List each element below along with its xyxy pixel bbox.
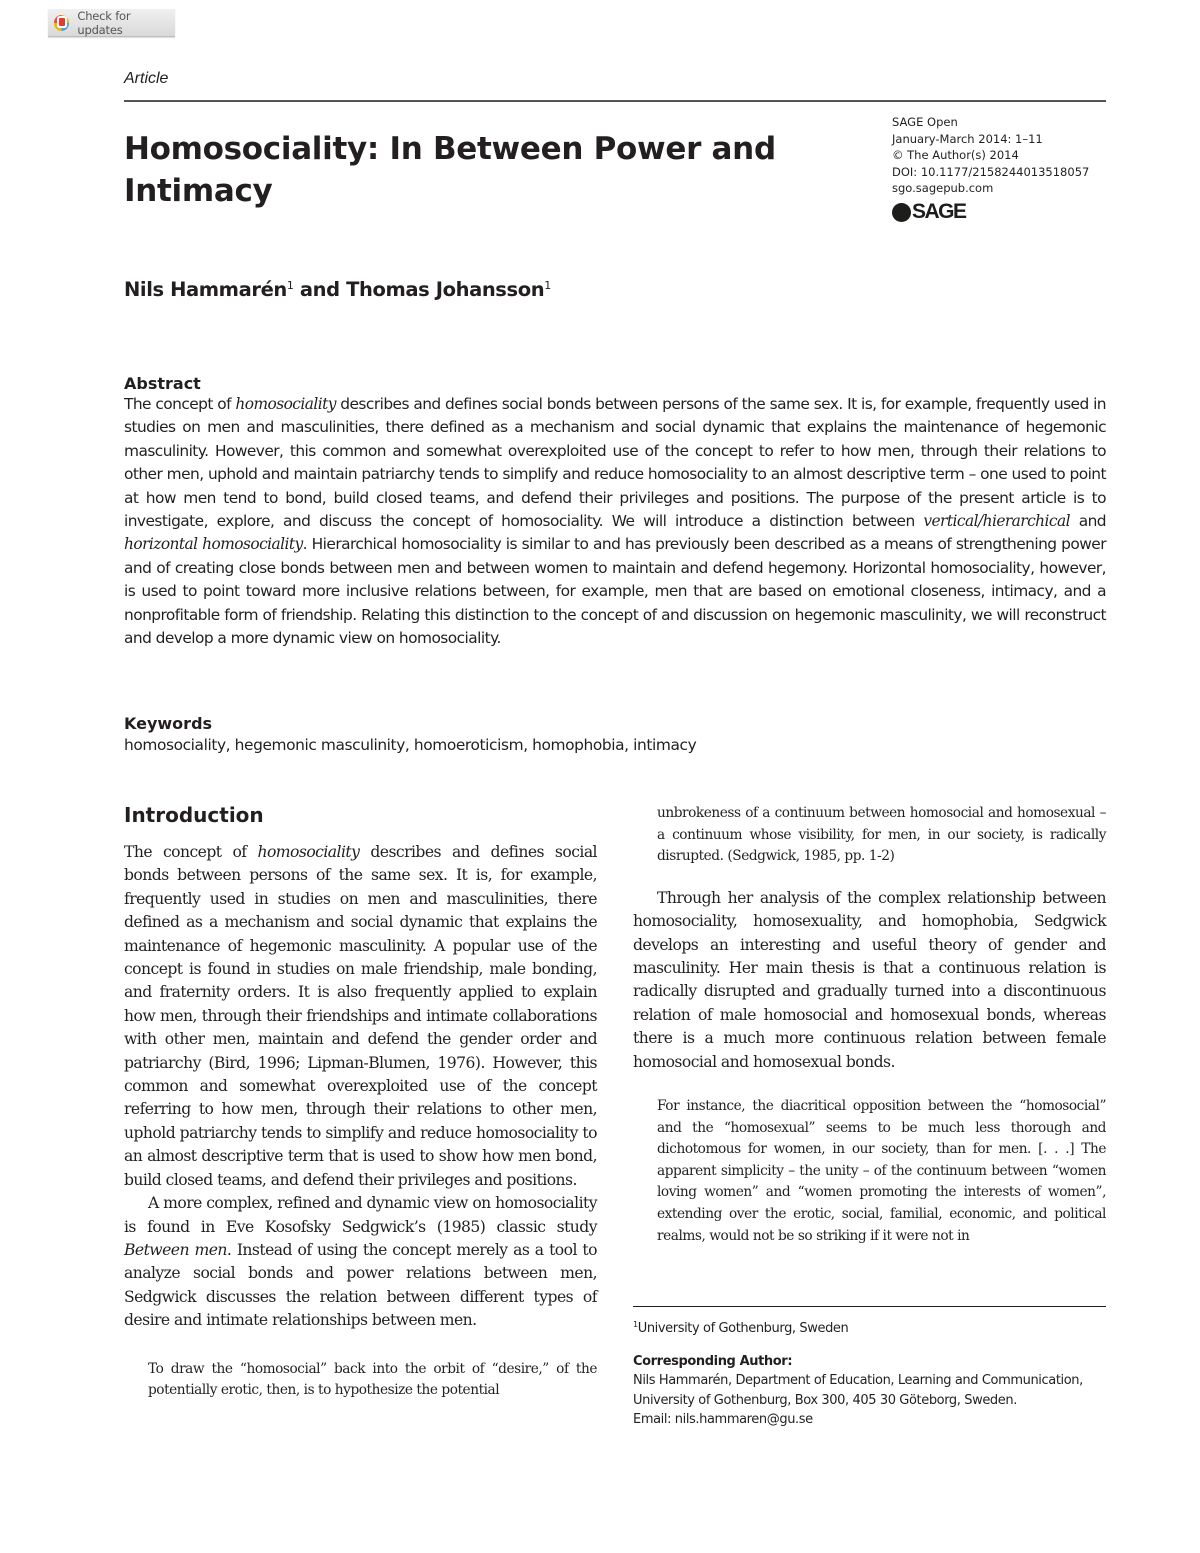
italic-term: homosociality (235, 395, 336, 413)
text-run: . Hierarchical homosociality is similar to and has previously been described as a means of strengthening power and of creating close bonds between men and between women to maintain and defend hegemony. Horizontal homosociality, however, is used to point toward more inclusive relations between, for example, men that are based on emotional closeness, intimacy, and a nonprofitable form of friendship. Relating this distinction to the concept of and discussion on hegemonic masculinity, we will reconstruct and develop a more dynamic view on homosociality. (124, 535, 1106, 648)
sage-globe-icon (892, 203, 911, 222)
sage-wordmark: SAGE (912, 200, 966, 223)
keywords-section (124, 714, 1106, 754)
doi-link[interactable]: DOI: 10.1177/2158244013518057 (892, 164, 1090, 179)
right-column (633, 803, 1106, 1247)
article-title: Homosociality: In Between Power and Intimacy (124, 131, 776, 209)
check-for-updates-button[interactable] (48, 9, 175, 37)
block-quote: For instance, the diacritical opposition between the “homosocial” and the “homosexual” seems to be much less thorough and dichotomous for women, in our society, than for men. [. . .] The apparent simplicity – the unity – of the continuum between “women loving women” and “women promoting the interests of women”, extending over the erotic, social, familial, economic, and political realms, would not be so striking if it were not in (657, 1098, 1106, 1244)
text-run: . Instead of using the concept merely as a tool to analyze social bonds and power relations between men, Sedgwick discusses the relation between different types of desire and intimate relationships between men. (124, 1240, 597, 1330)
corresponding-author-label: Corresponding Author: (633, 1353, 793, 1369)
corresponding-author-email[interactable]: Email: nils.hammaren@gu.se (633, 1412, 813, 1427)
abstract-section (124, 374, 1106, 650)
header-divider (124, 100, 1106, 102)
author-name[interactable]: Thomas Johansson (346, 278, 545, 301)
footnotes (633, 1315, 1113, 1430)
journal-name: SAGE Open (892, 115, 958, 129)
introduction-heading: Introduction (124, 803, 264, 827)
author-list (124, 278, 551, 301)
text-run: and (1070, 512, 1106, 531)
check-for-updates-label: Check for updates (77, 8, 131, 37)
body-paragraph (124, 841, 597, 1192)
corresponding-author-line: University of Gothenburg, Box 300, 405 30 Göteborg, Sweden. (633, 1392, 1017, 1408)
italic-term: horizontal homosociality (124, 535, 303, 554)
italic-term: vertical/hierarchical (923, 512, 1070, 531)
block-quote: To draw the “homosocial” back into the orbit of “desire,” of the potentially erotic, then, is to hypothesize the potential (148, 1360, 597, 1399)
block-quote-continued: unbrokeness of a continuum between homosocial and homosexual – a continuum whose visibility, for men, in our society, is radically disrupted. (Sedgwick, 1985, pp. 1-2) (657, 805, 1106, 865)
corresponding-author-line: Nils Hammarén, Department of Education, Learning and Communication, (633, 1373, 1083, 1388)
affiliation-mark: 1 (544, 279, 551, 292)
keywords-heading: Keywords (124, 714, 213, 733)
text-run: A more complex, refined and dynamic view on homosociality is found in Eve Kosofsky Sedgwick’s (1985) classic study (124, 1194, 597, 1236)
author-joiner: and (293, 278, 347, 301)
copyright: © The Author(s) 2014 (892, 148, 1019, 162)
text-run: describes and defines social bonds between persons of the same sex. It is, for example, frequently used in studies on men and masculinities, there defined as a mechanism and social dynamic that explains the maintenance of hegemonic masculinity. A popular use of the concept is found in studies on male friendship, male bonding, and fraternity orders. It is also frequently applied to explain how men, through their friendships and intimate collaborations with other men, maintain and defend the gender order and patriarchy (Bird, 1996; Lipman-Blumen, 1976). However, this common and somewhat overexploited use of the concept referring to how men, through their relations to other men, uphold patriarchy tends to simplify and reduce homosociality to an almost descriptive term that is used to show how men bond, build closed teams, and defend their privileges and positions. (124, 843, 597, 1189)
text-run: describes and defines social bonds between persons of the same sex. It is, for example, frequently used in studies on men and masculinities, there defined as a mechanism and social dynamic that explains the maintenance of hegemonic masculinity. However, this common and somewhat overexploited use of the concept to refer to how men, through their relations to other men, uphold and maintain patriarchy tends to simplify and reduce homosociality to an almost descriptive term – one used to point at how men tend to bond, build closed teams, and defend their privileges and positions. The purpose of the present article is to investigate, explore, and discuss the concept of homosociality. We will introduce a distinction between (124, 395, 1106, 531)
abstract-text (124, 393, 1106, 650)
affiliation-note (633, 1315, 1113, 1339)
journal-issue: January-March 2014: 1–11 (892, 131, 1043, 146)
journal-website-link[interactable]: sgo.sagepub.com (892, 181, 994, 195)
text-run: The concept of (124, 395, 236, 413)
text-run: The concept of (124, 843, 258, 861)
affiliation-text: University of Gothenburg, Sweden (637, 1321, 849, 1336)
keywords-list: homosociality, hegemonic masculinity, homoeroticism, homophobia, intimacy (124, 736, 697, 754)
article-type-label: Article (124, 70, 169, 87)
journal-meta (892, 114, 1089, 197)
body-paragraph (124, 1192, 597, 1332)
sage-logo (892, 200, 966, 224)
body-paragraph: Through her analysis of the complex relationship between homosociality, homosexuality, and homophobia, Sedgwick develops an interesting and useful theory of gender and masculinity. Her main thesis is that a continuous relation is radically disrupted and gradually turned into a discontinuous relation of male homosocial and homosexual bonds, whereas there is a much more continuous relation between female homosocial and homosexual bonds. (633, 888, 1106, 1071)
affiliation-mark: 1 (633, 1320, 638, 1329)
left-column (124, 803, 597, 1402)
italic-term: Between men (124, 1240, 227, 1259)
italic-term: homosociality (257, 843, 360, 861)
crossmark-icon (54, 15, 69, 31)
author-name[interactable]: Nils Hammarén (124, 278, 287, 301)
abstract-heading: Abstract (124, 374, 201, 393)
footnote-divider (633, 1306, 1106, 1307)
affiliation-mark: 1 (286, 279, 294, 292)
